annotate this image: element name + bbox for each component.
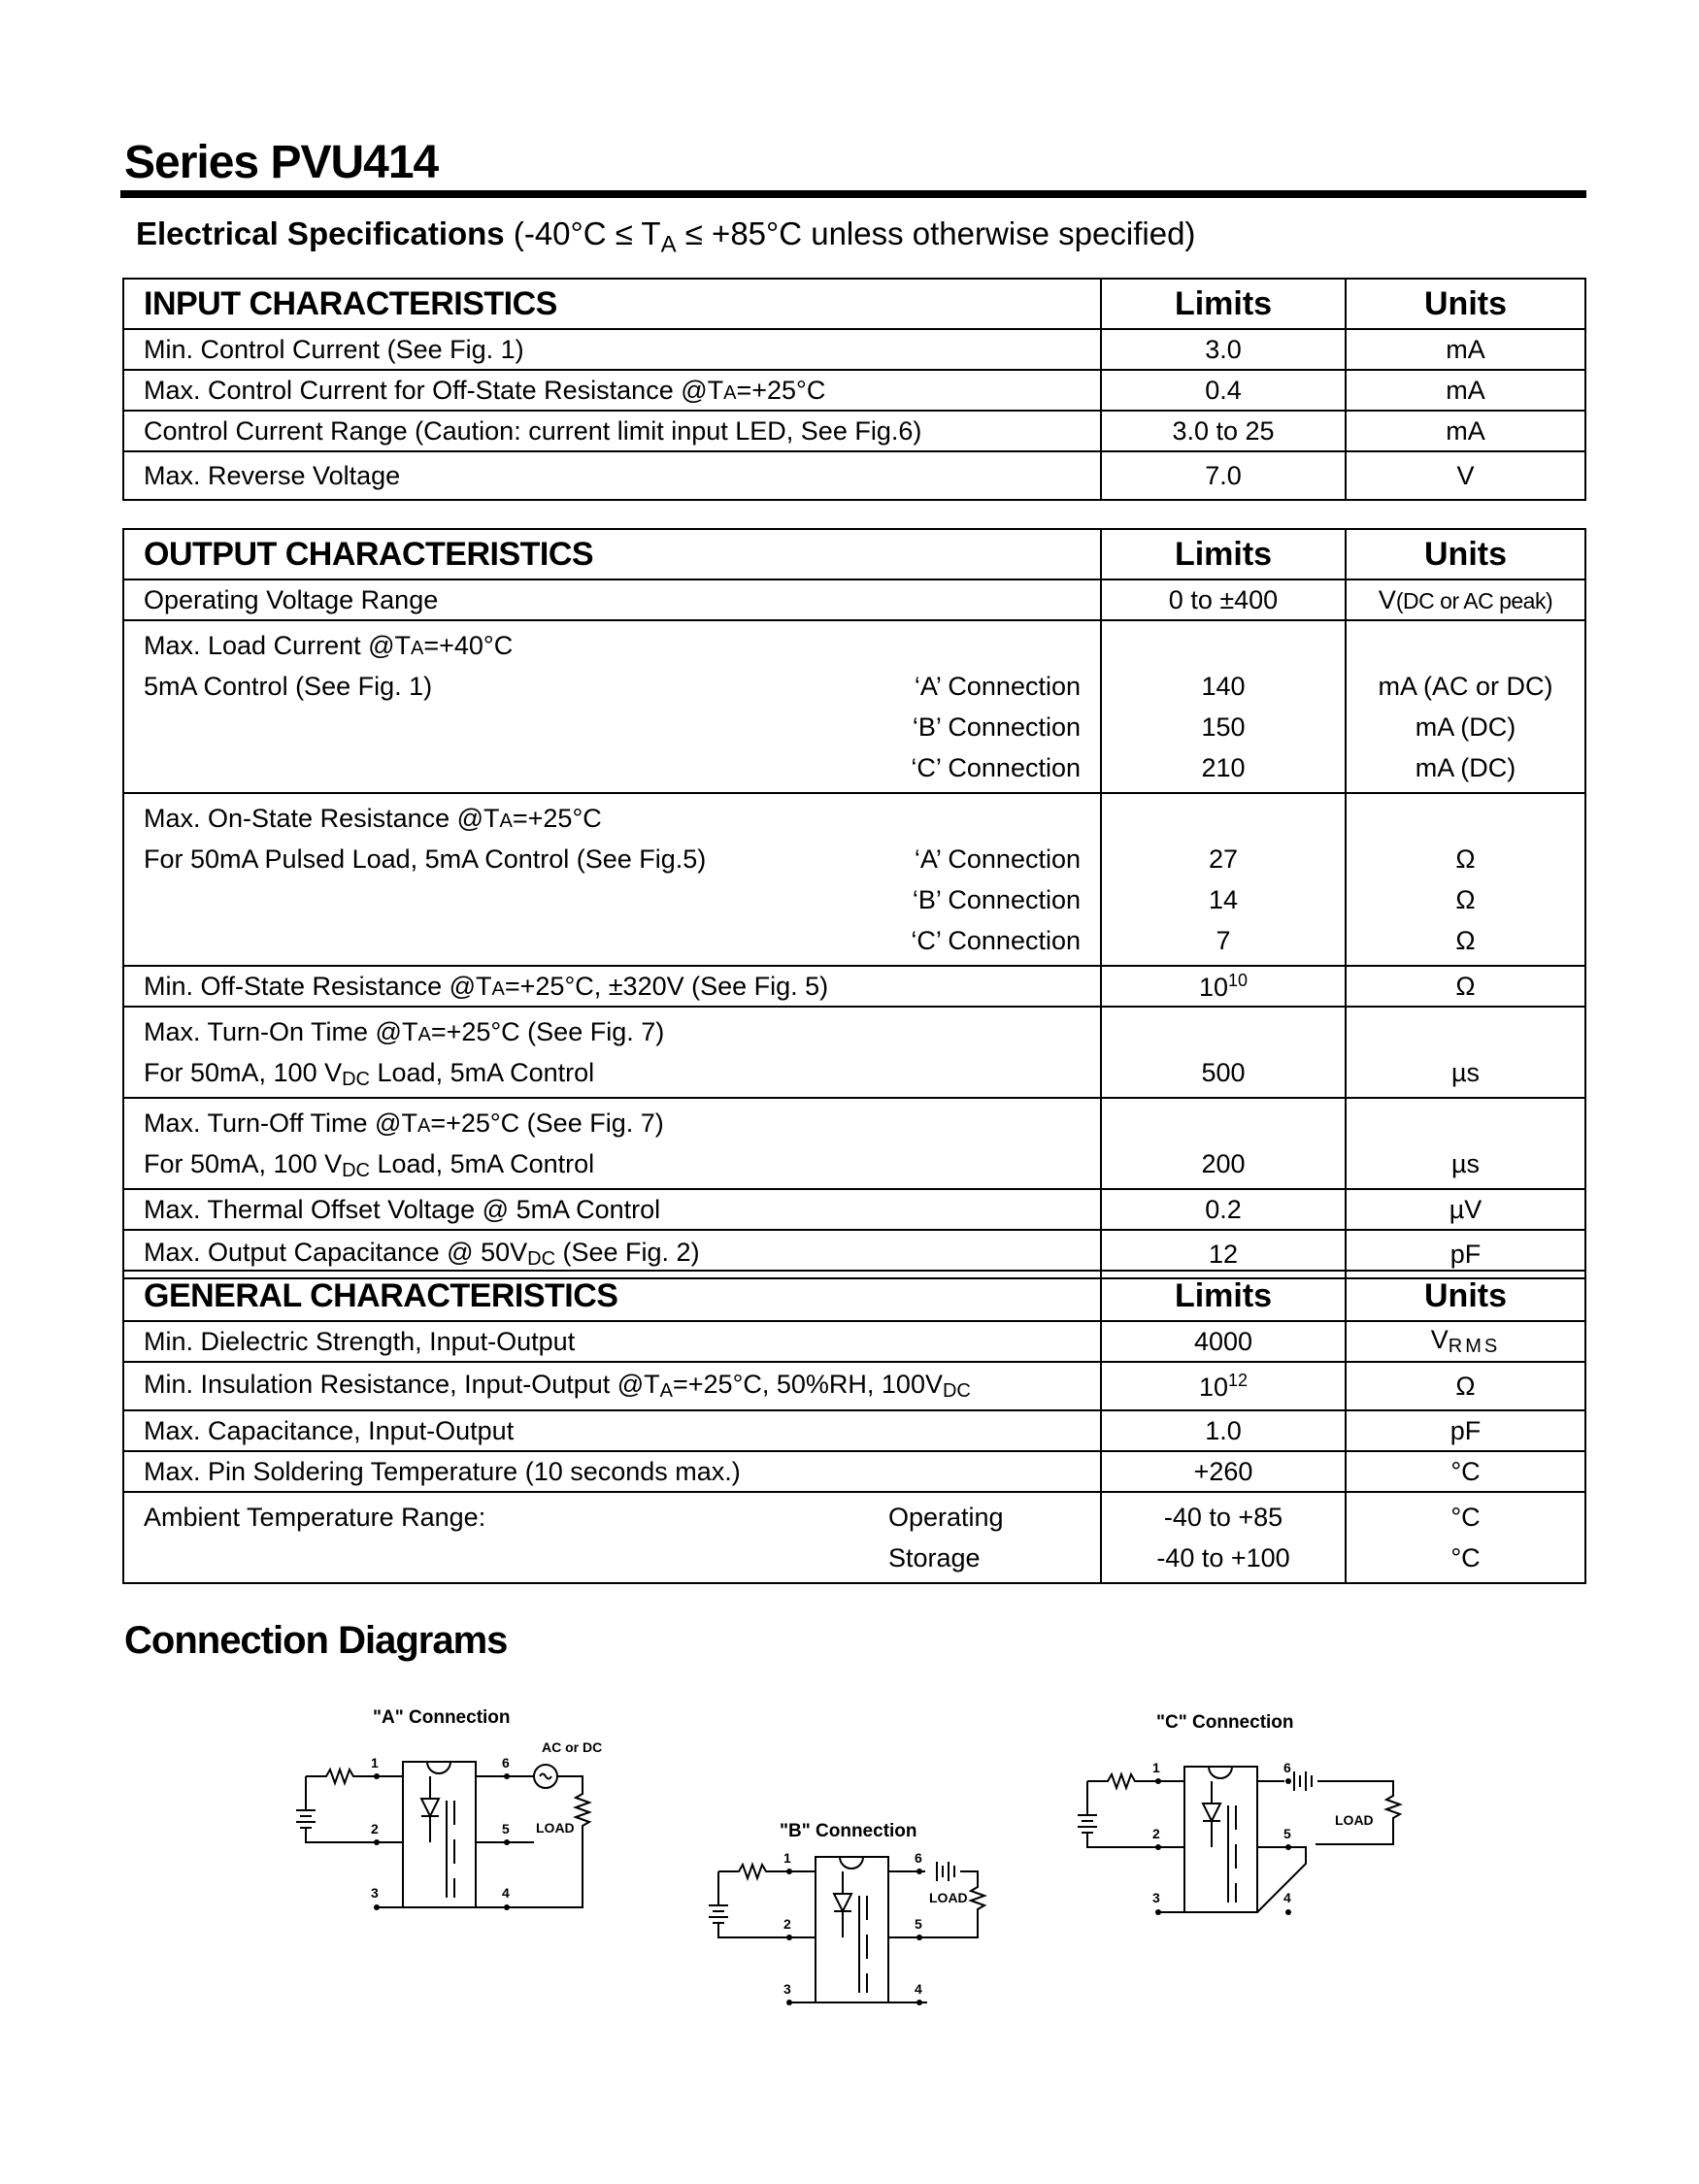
title-rule [120,190,1586,198]
connection-label: ‘A’ Connection [914,672,1081,701]
connection-label: ‘B’ Connection [912,885,1081,914]
load-label: LOAD [536,1820,575,1836]
param-cell: Max. Turn-Off Time @TA=+25°C (See Fig. 7) For 50mA, 100 $V_{DC}$ Load, 5mA Control [123,1098,1101,1189]
svg-text:2: 2 [783,1916,791,1932]
table-header-row [123,279,1585,329]
table-row [123,1189,1585,1230]
unit-cell: pF [1346,1230,1585,1278]
diagram-a-connection [291,1704,641,1936]
table-row [123,1362,1585,1410]
spec-title: Electrical Specifications [136,215,505,251]
svg-text:1: 1 [371,1755,379,1770]
svg-text:1: 1 [783,1850,791,1866]
diagram-b-connection [704,1823,1053,2036]
connection-label: ‘B’ Connection [912,712,1081,742]
limit-cell: +260 [1101,1451,1346,1492]
limit-cell: 500 [1101,1007,1346,1098]
output-characteristics-table [122,528,1586,1279]
limit-cell: 1.0 [1101,1410,1346,1451]
limit-cell: 0.2 [1101,1189,1346,1230]
svg-text:2: 2 [1152,1826,1160,1841]
limits-header: Limits [1101,279,1346,329]
unit-cell: Ω [1346,1362,1585,1410]
param-cell: Max. Load Current @TA=+40°C 5mA Control (See Fig. 1) ‘A’ Connection ‘B’ Connection ‘C’ Connection [123,620,1101,793]
table-row-load-current [123,620,1585,793]
table-row-on-resistance [123,793,1585,966]
table-row [123,1451,1585,1492]
unit-cell: °C [1346,1451,1585,1492]
unit-cell: $V_{RMS}$ [1346,1321,1585,1362]
param-cell: Max. On-State Resistance @TA=+25°C For 50mA Pulsed Load, 5mA Control (See Fig.5) ‘A’ Connection ‘B’ Connection ‘C’ Connection [123,793,1101,966]
param-cell: Min. Dielectric Strength, Input-Output [123,1321,1101,1362]
param-cell: Max. Output Capacitance @ $50V_{DC}$ (See Fig. 2) [123,1230,1101,1278]
param-cell: Max. Control Current for Off-State Resistance @TA=+25°C [123,370,1101,411]
general-characteristics-table [122,1270,1586,1584]
unit-cell: V [1346,451,1585,500]
svg-text:6: 6 [1283,1760,1291,1775]
limit-cell: 4000 [1101,1321,1346,1362]
table-row-turn-off [123,1098,1585,1189]
svg-text:3: 3 [1152,1890,1160,1905]
limit-cell: 12 [1101,1230,1346,1278]
limit-cell: $10^{10}$ [1101,966,1346,1007]
param-cell: Min. Insulation Resistance, Input-Output $@T_A=+25^\circ C$, 50%RH, $100V_{DC}$ [123,1362,1101,1410]
param-cell: Control Current Range (Caution: current limit input LED, See Fig.6) [123,411,1101,451]
svg-text:4: 4 [915,1981,922,1997]
unit-cell: V(DC or AC peak) [1346,579,1585,620]
connection-label: ‘C’ Connection [911,753,1081,782]
limits-header: Limits [1101,529,1346,579]
mode-label: Operating [888,1503,1004,1532]
limit-cell: 0 to ±400 [1101,579,1346,620]
connection-label: ‘C’ Connection [911,926,1081,955]
table-row [123,1410,1585,1451]
svg-text:3: 3 [371,1885,379,1901]
param-cell: Min. Off-State Resistance @TA=+25°C, ±320V (See Fig. 5) [123,966,1101,1007]
table-row [123,451,1585,500]
svg-text:5: 5 [1283,1826,1291,1841]
table-header-row [123,529,1585,579]
param-cell: Operating Voltage Range [123,579,1101,620]
unit-cell: Ω [1346,966,1585,1007]
param-cell: Max. Thermal Offset Voltage @ 5mA Control [123,1189,1101,1230]
unit-cell: µV [1346,1189,1585,1230]
param-cell: Max. Reverse Voltage [123,451,1101,500]
diagram-title: "A" Connection [373,1707,511,1728]
limits-header: Limits [1101,1271,1346,1321]
limit-cell: 200 [1101,1098,1346,1189]
table-header-row [123,1271,1585,1321]
unit-cell: Ω Ω Ω [1346,793,1585,966]
table-title: OUTPUT CHARACTERISTICS [123,529,1101,579]
param-cell: Ambient Temperature Range: Operating Storage [123,1492,1101,1583]
units-header: Units [1346,1271,1585,1321]
svg-text:4: 4 [502,1885,510,1901]
load-label: LOAD [929,1890,968,1905]
table-row [123,966,1585,1007]
svg-text:5: 5 [502,1821,510,1837]
units-header: Units [1346,279,1585,329]
table-title: INPUT CHARACTERISTICS [123,279,1101,329]
unit-cell: µs [1346,1098,1585,1189]
unit-cell: pF [1346,1410,1585,1451]
limit-cell: 27 14 7 [1101,793,1346,966]
limit-cell: 140 150 210 [1101,620,1346,793]
svg-text:6: 6 [915,1850,922,1866]
svg-text:5: 5 [915,1916,922,1932]
spec-condition: ($-40^\circ C \le T_A \le +85^\circ C$ unless otherwise specified) [513,215,1196,258]
mode-label: Storage [888,1543,981,1572]
table-row-turn-on [123,1007,1585,1098]
unit-cell: mA [1346,411,1585,451]
spec-heading [136,215,1195,259]
connection-diagrams-heading: Connection Diagrams [124,1619,508,1662]
connection-label: ‘A’ Connection [914,844,1081,874]
table-row-ambient [123,1492,1585,1583]
svg-text:1: 1 [1152,1760,1160,1775]
units-header: Units [1346,529,1585,579]
diagram-title: "C" Connection [1156,1712,1294,1733]
table-row [123,329,1585,370]
unit-cell: °C °C [1346,1492,1585,1583]
param-cell: Max. Capacitance, Input-Output [123,1410,1101,1451]
table-row [123,1321,1585,1362]
series-title: Series PVU414 [124,137,439,188]
load-label: LOAD [1335,1812,1374,1828]
diagram-c-connection [1073,1708,1422,1932]
diagram-title: "B" Connection [780,1823,917,1841]
unit-cell: mA (AC or DC) mA (DC) mA (DC) [1346,620,1585,793]
svg-text:2: 2 [371,1821,379,1837]
limit-cell: 0.4 [1101,370,1346,411]
unit-cell: mA [1346,329,1585,370]
svg-text:4: 4 [1283,1890,1291,1905]
unit-cell: mA [1346,370,1585,411]
limit-cell: -40 to +85 -40 to +100 [1101,1492,1346,1583]
table-title: GENERAL CHARACTERISTICS [123,1271,1101,1321]
limit-cell: 3.0 [1101,329,1346,370]
table-row [123,411,1585,451]
svg-text:3: 3 [783,1981,791,1997]
source-label: AC or DC [542,1739,603,1755]
param-cell: Max. Pin Soldering Temperature (10 seconds max.) [123,1451,1101,1492]
table-row [123,370,1585,411]
limit-cell: 7.0 [1101,451,1346,500]
svg-text:6: 6 [502,1755,510,1770]
param-cell: Min. Control Current (See Fig. 1) [123,329,1101,370]
limit-cell: 3.0 to 25 [1101,411,1346,451]
input-characteristics-table [122,278,1586,501]
param-cell: Max. Turn-On Time @TA=+25°C (See Fig. 7) For 50mA, 100 $V_{DC}$ Load, 5mA Control [123,1007,1101,1098]
unit-cell: µs [1346,1007,1585,1098]
limit-cell: $10^{12}$ [1101,1362,1346,1410]
table-row [123,579,1585,620]
